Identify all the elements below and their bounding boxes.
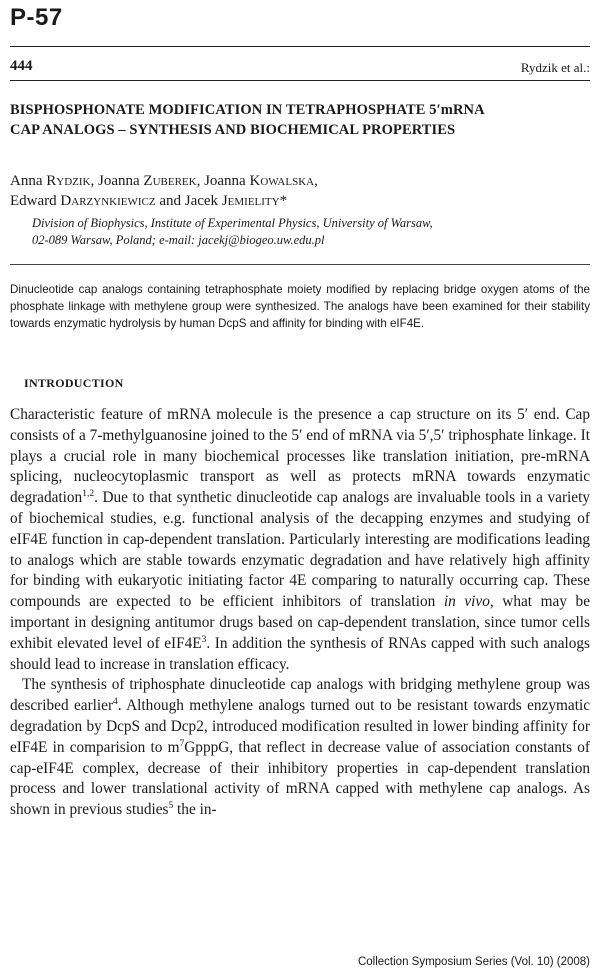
affiliation-line-2: 02-089 Warsaw, Poland; e-mail: jacekj@biogeo.uw.edu.pl bbox=[32, 233, 325, 247]
affiliation bbox=[32, 215, 592, 249]
header-divider bbox=[10, 80, 590, 81]
abstract: Dinucleotide cap analogs containing tetraphosphate moiety modified by replacing bridge oxygen atoms of the phosphate linkage with methylene group were synthesized. The analogs have been examined for their stability towards enzymatic hydrolysis by human DcpS and affinity for binding with eIF4E. bbox=[10, 283, 590, 330]
citation-superscript: 1,2 bbox=[82, 489, 95, 500]
article-title bbox=[10, 100, 590, 140]
author-last-rest: ydzik bbox=[56, 173, 91, 189]
page-number: 444 bbox=[10, 58, 33, 74]
paragraph-text: The synthesis of triphosphate dinucleotide cap analogs with bridging methylene group was described earlier bbox=[10, 676, 590, 715]
title-line-1: BISPHOSPHONATE MODIFICATION IN TETRAPHOSPHATE 5′mRNA bbox=[10, 102, 485, 118]
body-paragraph-2 bbox=[10, 675, 590, 821]
article-body bbox=[10, 405, 590, 821]
author-first-name: Edward bbox=[10, 193, 57, 209]
top-divider bbox=[10, 46, 590, 47]
poster-code: P-57 bbox=[10, 4, 63, 31]
paragraph-text: the in- bbox=[173, 801, 217, 819]
author-last-initial: J bbox=[221, 193, 228, 209]
corresponding-author-mark: * bbox=[279, 193, 288, 209]
author-last-initial: R bbox=[46, 173, 57, 189]
author-last-initial: D bbox=[60, 193, 72, 209]
author-last-rest: emielity bbox=[227, 193, 280, 209]
section-heading-introduction: INTRODUCTION bbox=[24, 376, 124, 390]
paragraph-text: GpppG, that reflect in decrease value of association constants of cap-eIF4E complex, decrease of their inhibitory properties in cap-dependent translation process and lower translational activity of mRNA capped with methylene cap analogs. As shown in previous studies bbox=[10, 738, 590, 819]
paragraph-text: Characteristic feature of mRNA molecule is the presence a cap structure on its 5′ end. Cap consists of a 7-methylguanosine joined to the 5′ end of mRNA via 5′,5′ triphosphate linkage. It plays a crucial role in many biochemical processes like translation initiation, pre-mRNA splicing, nucleocytoplasmic transport as well as protects mRNA towards enzymatic degradation bbox=[10, 406, 590, 507]
citation-superscript: 3 bbox=[201, 634, 207, 645]
abstract-divider bbox=[10, 264, 590, 265]
author-last-rest: uberek bbox=[152, 173, 197, 189]
paragraph-text: , what may be important in designing antitumor drugs based on cap-dependent translation, since tumor cells exhibit elevated level of eIF4E bbox=[10, 593, 590, 652]
author-first-name: Joanna bbox=[97, 173, 140, 189]
footer-series: Collection Symposium Series (Vol. 10) (2008) bbox=[357, 956, 590, 968]
affiliation-line-1: Division of Biophysics, Institute of Experimental Physics, University of Warsaw, bbox=[32, 216, 433, 230]
citation-superscript: 5 bbox=[168, 801, 174, 812]
author-last-rest: owalska bbox=[260, 173, 315, 189]
paragraph-text: . Due to that synthetic dinucleotide cap analogs are invaluable tools in a variety of biochemical studies, e.g. functional analysis of the decapping enzymes and studying of eIF4E function in cap-dependent translation. Particularly interesting are modifications leading to analogs which are stable towards enzymatic degradation and have relatively high affinity for binding with eukaryotic initiating factor 4E comparing to naturally occurring cap. These compounds are expected to be efficient inhibitors of translation bbox=[10, 489, 590, 611]
body-paragraph-1 bbox=[10, 405, 590, 675]
author-separator: , bbox=[90, 173, 98, 189]
title-line-2: CAP ANALOGS – SYNTHESIS AND BIOCHEMICAL PROPERTIES bbox=[10, 122, 456, 138]
author-first-name: Joanna bbox=[204, 173, 246, 189]
italic-term: in vivo bbox=[443, 593, 490, 611]
paragraph-text: . Although methylene analogs turned out to be resistant towards enzymatic degradation by DcpS and Dcp2, introduced modification resulted in lower binding affinity for eIF4E in comparision to m bbox=[10, 697, 590, 756]
author-last-initial: K bbox=[249, 173, 261, 189]
paragraph-text: . In addition the synthesis of RNAs capped with such analogs should lead to increase in translation efficacy. bbox=[10, 634, 590, 673]
author-last-rest: arzynkiewicz bbox=[71, 193, 156, 209]
running-head: Rydzik et al.: bbox=[520, 60, 590, 75]
author-separator: , bbox=[314, 173, 318, 189]
methyl-superscript: 7 bbox=[179, 738, 185, 749]
author-separator: and bbox=[155, 193, 185, 209]
author-last-initial: Z bbox=[143, 173, 153, 189]
author-first-name: Anna bbox=[10, 173, 43, 189]
author-list bbox=[10, 171, 590, 211]
author-separator: , bbox=[196, 173, 205, 189]
author-first-name: Jacek bbox=[184, 193, 219, 209]
citation-superscript: 4 bbox=[113, 697, 118, 708]
